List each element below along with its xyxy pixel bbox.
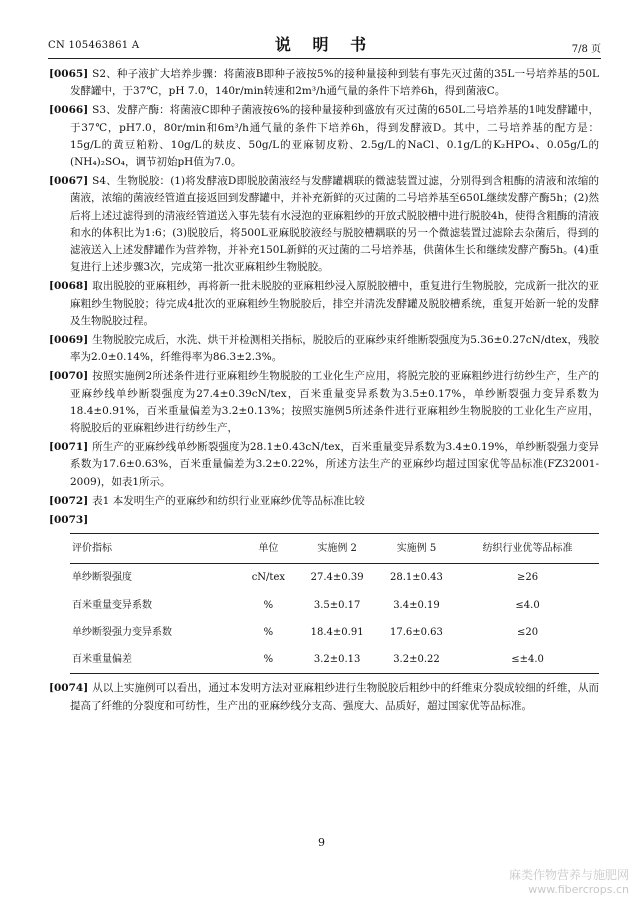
paragraph-text: 所生产的亚麻纱线单纱断裂强度为28.1±0.43cN/tex，百米重量变异系数为3.4±0.19%，单纱断裂强力变异系数为17.6±0.63%，百米重量偏差为3.2±0.22%，所述方法生产的亚麻纱均超过国家优等品标准(FZ32001-2009)，如表1所示。 (70, 441, 599, 488)
paragraph-0067 (49, 173, 599, 276)
paragraph-0073 (49, 512, 599, 529)
table-row (70, 592, 599, 619)
watermark-title: 麻类作物营养与施肥网 (508, 868, 629, 882)
paragraph-0068 (49, 278, 599, 330)
paragraph-0071 (49, 439, 599, 491)
table-cell: cN/tex (251, 572, 285, 584)
table-header: 实施例 2 (297, 534, 376, 564)
table-header-row (70, 534, 599, 564)
paragraph-0074 (49, 680, 599, 714)
paragraph-text: S4、生物脱胶：(1)将发酵液D即脱胶菌液经与发酵罐耦联的微滤装置过滤，分别得到含粗酶的清液和浓缩的菌液，浓缩的菌液经管道直接返回到发酵罐中，并补充新鲜的灭过菌的二号培养基至650L继续发酵产酶5h；(2)然后将上述过滤得到的清液经管道送入事先装有水浸泡的亚麻粗纱的开放式脱胶槽中进行脱胶4h，使得含粗酶的清液和水的体积比为1:6；(3)脱胶后，将500L亚麻脱胶液经与脱胶槽耦联的另一个微滤装置过滤除去杂菌后，得到的滤液送入上述发酵罐作为营养物，并补充150L新鲜的灭过菌的二号培养基，供菌体生长和继续发酵产酶5h。(4)重复进行上述步骤3次，完成第一批次亚麻粗纱生物脱胶。 (70, 175, 599, 274)
paragraph-number: [0070] (49, 370, 89, 383)
paragraph-number: [0067] (49, 175, 89, 188)
paragraph-0069 (49, 332, 599, 366)
table-header: 评价指标 (70, 534, 239, 564)
paragraph-number: [0068] (49, 280, 89, 293)
paragraph-text: 生物脱胶完成后，水洗、烘干并检测相关指标，脱胶后的亚麻纱束纤维断裂强度为5.36±0.27cN/dtex，残胶率为2.0±0.14%，纤维得率为86.3±2.3%。 (70, 334, 599, 364)
table-cell: ≥26 (517, 572, 539, 584)
paragraph-number: [0074] (49, 682, 89, 695)
page-indicator: 7/8 页 (571, 44, 601, 55)
table-row (70, 564, 599, 592)
table-cell: ≤±4.0 (456, 646, 599, 674)
paragraph-text: S2、种子液扩大培养步骤：将菌液B即种子液按5%的接种量接种到装有事先灭过菌的35L一号培养基的50L发酵罐中，于37℃，pH 7.0，140r/min转速和2m³/h通气量的条件下培养6h，得到菌液C。 (70, 68, 599, 98)
table-cell: 3.2±0.13 (297, 646, 376, 674)
table-cell: ≤4.0 (515, 599, 540, 611)
table-cell: % (239, 646, 297, 674)
table-cell: ≤20 (517, 626, 539, 638)
table-row (70, 619, 599, 646)
table-cell: % (263, 626, 274, 638)
table-cell: 3.2±0.22 (377, 646, 456, 674)
table-header: 纺织行业优等品标准 (456, 534, 599, 564)
table-cell: 百米重量偏差 (70, 646, 239, 674)
paragraph-number: [0072] (49, 494, 89, 507)
table-cell: 17.6±0.63 (390, 626, 443, 638)
comparison-table (70, 533, 599, 674)
watermark (509, 866, 629, 896)
table-header: 实施例 5 (377, 534, 456, 564)
table-cell: 3.5±0.17 (313, 599, 361, 611)
page-header (48, 30, 601, 58)
paragraph-text: 取出脱胶的亚麻粗纱，再将新一批未脱胶的亚麻粗纱浸入原脱胶槽中，重复进行生物脱胶，完成新一批次的亚麻粗纱生物脱胶；待完成4批次的亚麻粗纱生物脱胶后，排空并清洗发酵罐及脱胶槽系统，重复开始新一轮的发酵及生物脱胶过程。 (70, 280, 599, 327)
paragraph-0065 (49, 66, 599, 100)
paragraph-number: [0066] (49, 104, 89, 117)
paragraph-number: [0069] (49, 334, 89, 347)
paragraph-number: [0073] (49, 514, 89, 527)
table-row (70, 646, 599, 674)
paragraph-text: 按照实施例2所述条件进行亚麻粗纱生物脱胶的工业化生产应用，将脱完胶的亚麻粗纱进行纺纱生产，生产的亚麻纱线单纱断裂强度为27.4±0.39cN/tex，百米重量变异系数为3.5±0.17%，单纱断裂强力变异系数为18.4±0.91%，百米重量偏差为3.2±0.13%；按照实施例5所述条件进行亚麻粗纱生物脱胶的工业化生产应用，将脱胶后的亚麻粗纱进行纺纱生产， (70, 370, 599, 435)
paragraph-0066 (49, 102, 599, 171)
document-id: CN 105463861 A (48, 40, 140, 51)
page-number: 9 (318, 836, 325, 849)
paragraph-number: [0065] (49, 68, 89, 80)
document-body (49, 66, 599, 717)
table-cell: 3.4±0.19 (393, 599, 440, 611)
table-caption: 表1 本发明生产的亚麻纱和纺织行业亚麻纱优等品标准比较 (92, 494, 365, 507)
table-cell: 27.4±0.39 (310, 572, 364, 584)
paragraph-text: S3、发酵产酶：将菌液C即种子菌液按6%的接种量接种到盛放有灭过菌的650L二号培养基的1吨发酵罐中，于37℃，pH7.0，80r/min和6m³/h通气量的条件下培养6h，得到发酵液D。其中，二号培养基的配方是：15g/L的黄豆粕粉、10g/L的麸皮、50g/L的亚麻韧皮粉、2.5g/L的NaCl、0.1g/L的K₂HPO₄、0.05g/L的(NH₄)₂SO₄，调节初始pH值为7.0。 (70, 104, 599, 169)
table-cell: % (263, 599, 274, 611)
paragraph-0070 (49, 368, 599, 437)
table-cell: 28.1±0.43 (390, 572, 443, 584)
paragraph-number: [0071] (49, 441, 89, 454)
table-header: 单位 (239, 534, 297, 564)
paragraph-text: 从以上实施例可以看出，通过本发明方法对亚麻粗纱进行生物脱胶后粗纱中的纤维束分裂成较细的纤维，从而提高了纤维的分裂度和可纺性，生产出的亚麻纱线分支高、强度大、品质好，超过国家优等品标准。 (70, 682, 599, 712)
document-title: 说 明 书 (274, 35, 375, 54)
header-rule (48, 58, 601, 59)
table-cell: 单纱断裂强力变异系数 (72, 626, 172, 638)
paragraph-0072 (49, 493, 599, 510)
table-cell: 单纱断裂强度 (72, 572, 132, 584)
table-cell: 百米重量变异系数 (72, 599, 152, 611)
table-cell: 18.4±0.91 (310, 626, 364, 638)
watermark-url: www.fibercrops.cn (528, 883, 629, 896)
